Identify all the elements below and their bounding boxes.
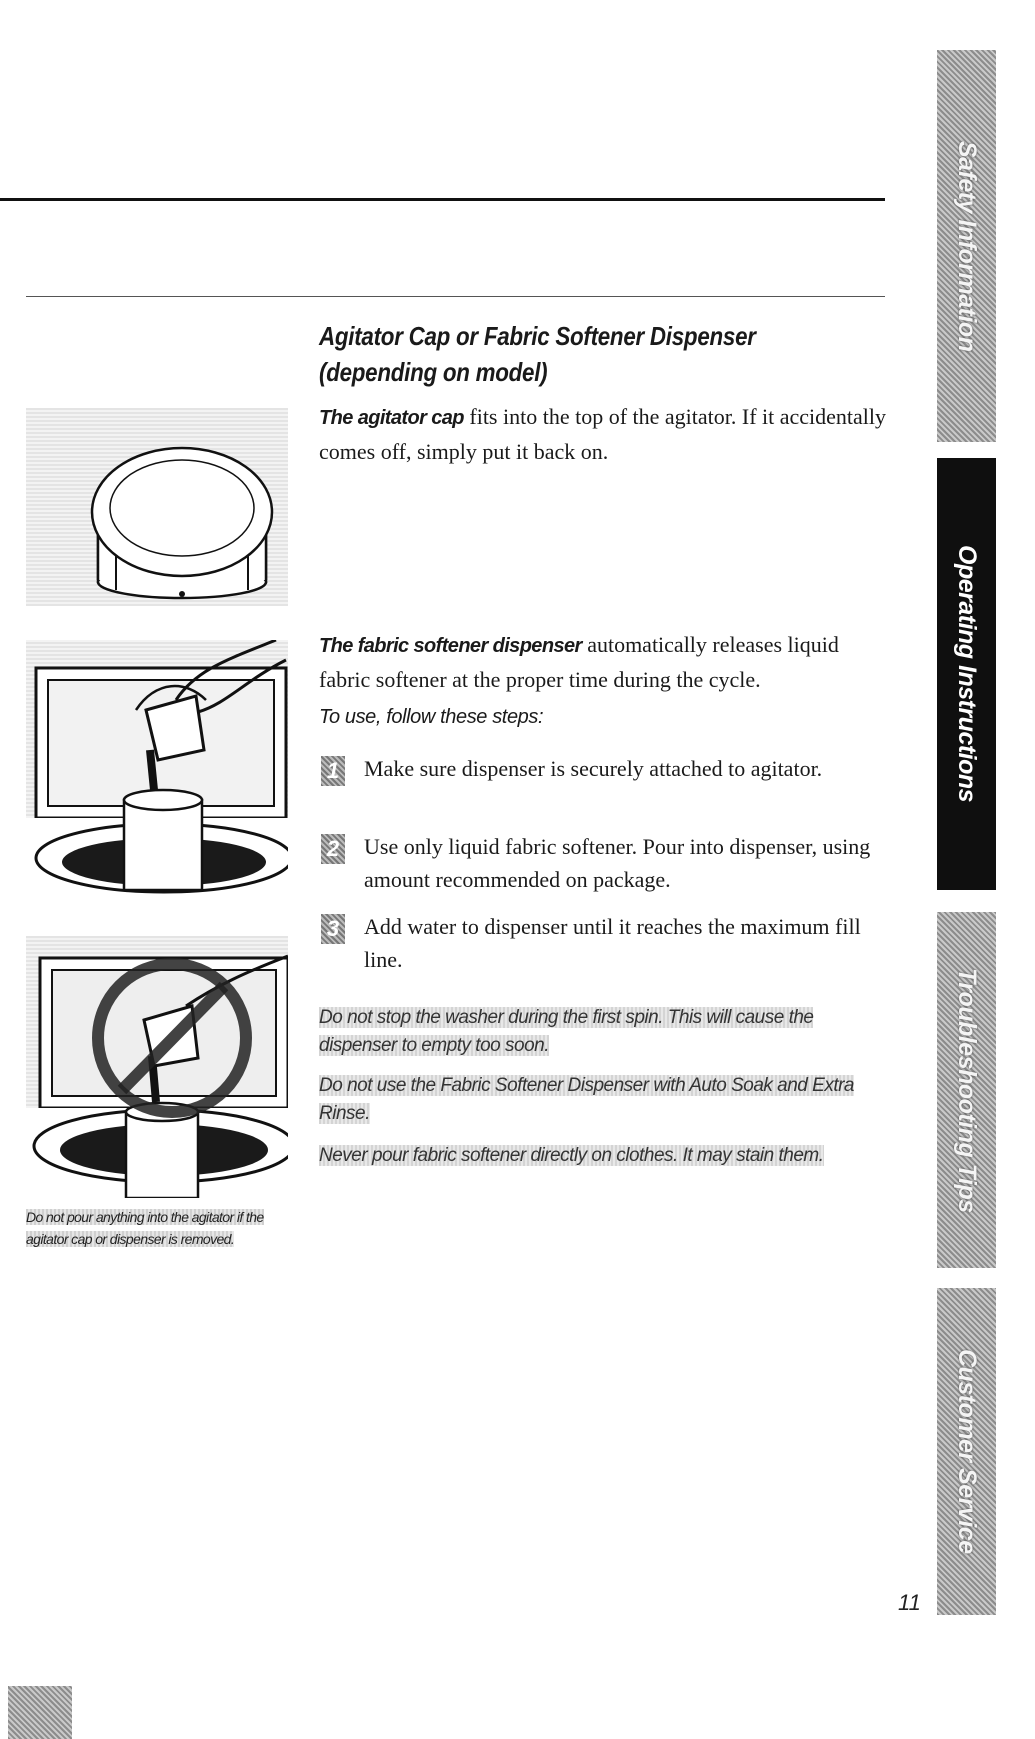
warning-note: Do not stop the washer during the first spin. This will cause the dispenser to empty too soon. [319, 1007, 814, 1056]
section-tabs [937, 50, 996, 1615]
dispenser-paragraph [319, 628, 889, 696]
tab-customer-service[interactable] [937, 1288, 996, 1615]
top-rule [0, 198, 885, 201]
no-pour-agitator-illustration [26, 936, 288, 1198]
corner-tab [8, 1686, 72, 1739]
agitator-cap-lead: The agitator cap [319, 407, 464, 429]
pouring-softener-drawing [26, 640, 288, 900]
tab-operating-instructions[interactable] [937, 458, 996, 890]
section-rule [26, 296, 885, 297]
step-text: Make sure dispenser is securely attached to agitator. [364, 756, 823, 781]
page-number: 11 [898, 1590, 921, 1615]
tab-label: Operating Instructions [953, 545, 981, 803]
pouring-softener-illustration [26, 640, 288, 900]
no-pour-agitator-drawing [26, 936, 288, 1198]
dispenser-lead: The fabric softener dispenser [319, 635, 582, 657]
step-text: Add water to dispenser until it reaches the maximum fill line. [364, 914, 861, 972]
tab-safety-information[interactable] [937, 50, 996, 442]
agitator-cap-text: fits into the top of the agitator. If it accidentally comes off, simply put it back on. [319, 404, 887, 464]
tab-label: Safety Information [953, 140, 981, 352]
tab-troubleshooting-tips[interactable] [937, 912, 996, 1268]
heading-line-1: Agitator Cap or Fabric Softener Dispenser [319, 321, 756, 351]
illustration-caption: Do not pour anything into the agitator if the agitator cap or dispenser is removed. [26, 1209, 264, 1247]
heading-line-2: (depending on model) [319, 357, 548, 387]
tab-label: Customer Service [953, 1349, 981, 1554]
step-text: Use only liquid fabric softener. Pour into dispenser, using amount recommended on package. [364, 834, 871, 892]
steps-subheading: To use, follow these steps: [319, 706, 544, 728]
section-heading [319, 318, 801, 390]
warning-note: Do not use the Fabric Softener Dispenser with Auto Soak and Extra Rinse. [319, 1075, 854, 1124]
agitator-cap-paragraph [319, 400, 889, 468]
agitator-cap-illustration [26, 408, 288, 606]
step-number-badge: 1 [321, 756, 345, 786]
tab-label: Troubleshooting Tips [953, 967, 981, 1213]
step-number-badge: 3 [321, 914, 345, 944]
agitator-cap-drawing [26, 408, 288, 606]
step-number-badge: 2 [321, 834, 345, 864]
dispenser-text: automatically releases liquid fabric softener at the proper time during the cycle. [319, 632, 839, 692]
warning-note: Never pour fabric softener directly on clothes. It may stain them. [319, 1145, 824, 1166]
